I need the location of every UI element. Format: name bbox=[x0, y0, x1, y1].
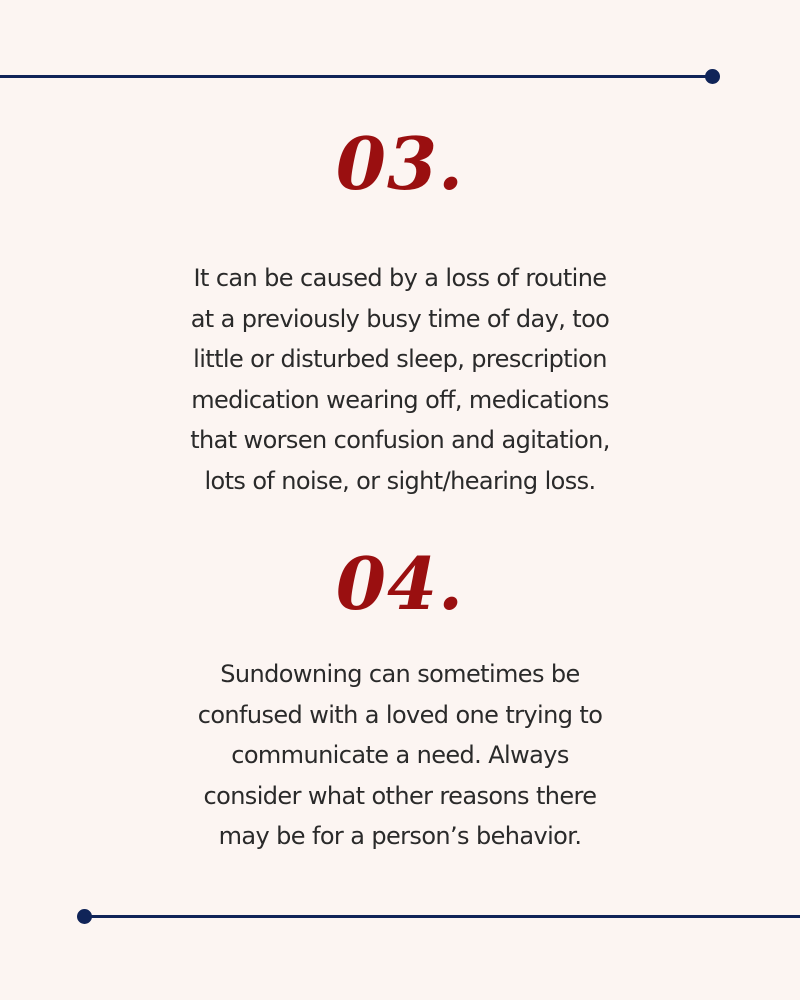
section-number-04: 04. bbox=[335, 541, 465, 626]
section-04-paragraph bbox=[120, 654, 680, 857]
section-03-paragraph bbox=[120, 258, 680, 501]
paragraph-line: It can be caused by a loss of routine bbox=[193, 264, 607, 292]
bottom-divider-line bbox=[84, 915, 800, 918]
top-divider-line bbox=[0, 75, 712, 78]
paragraph-line: Sundowning can sometimes be bbox=[220, 660, 580, 688]
section-number-03: 03. bbox=[335, 121, 465, 206]
paragraph-line: at a previously busy time of day, too bbox=[190, 304, 610, 333]
paragraph-line: communicate a need. Always bbox=[231, 741, 569, 769]
top-divider-dot bbox=[705, 69, 720, 84]
bottom-divider-dot bbox=[77, 909, 92, 924]
paragraph-line: little or disturbed sleep, prescription bbox=[193, 345, 607, 373]
paragraph-line: that worsen confusion and agitation, bbox=[190, 426, 610, 454]
paragraph-line: consider what other reasons there bbox=[203, 781, 597, 810]
paragraph-line: medication wearing off, medications bbox=[191, 385, 609, 414]
paragraph-line: confused with a loved one trying to bbox=[197, 700, 603, 729]
paragraph-line: lots of noise, or sight/hearing loss. bbox=[204, 466, 596, 495]
paragraph-line: may be for a person’s behavior. bbox=[218, 822, 582, 850]
